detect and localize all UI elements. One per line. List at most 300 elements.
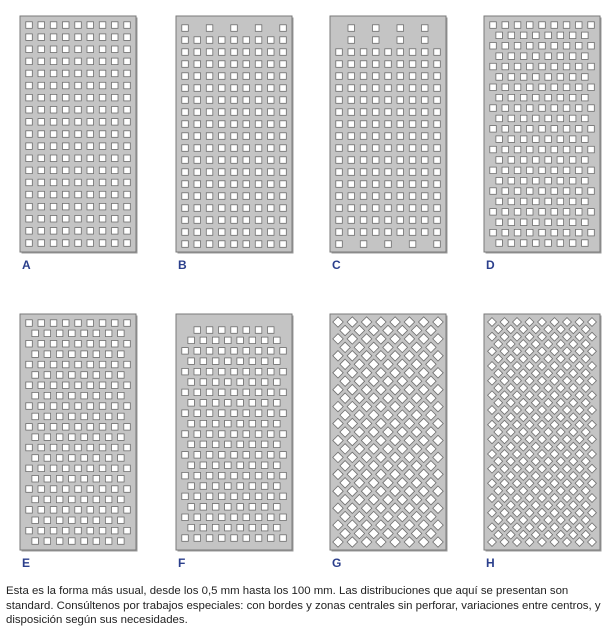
hole <box>336 157 343 164</box>
hole <box>348 85 355 92</box>
hole <box>502 209 509 216</box>
hole <box>243 348 250 355</box>
hole <box>200 483 207 490</box>
hole <box>434 157 441 164</box>
hole <box>182 348 189 355</box>
hole <box>56 455 63 462</box>
hole <box>539 63 546 70</box>
hole <box>219 229 226 236</box>
hole <box>75 424 82 431</box>
hole <box>105 330 112 337</box>
hole <box>206 109 213 116</box>
hole <box>182 49 189 56</box>
hole <box>63 58 70 65</box>
hole <box>490 105 497 112</box>
hole <box>87 119 94 126</box>
hole <box>63 507 70 513</box>
hole <box>557 136 564 143</box>
hole <box>280 493 287 500</box>
hole <box>75 22 82 29</box>
hole <box>243 327 250 334</box>
hole <box>280 452 287 459</box>
hole <box>434 169 441 176</box>
hole <box>385 157 392 164</box>
hole <box>508 32 514 39</box>
hole <box>373 193 380 200</box>
hole <box>533 115 540 122</box>
hole <box>348 25 355 32</box>
hole <box>243 157 250 164</box>
hole <box>348 169 355 176</box>
hole <box>231 133 238 140</box>
hole <box>56 434 63 441</box>
hole <box>194 169 201 176</box>
hole <box>124 341 131 348</box>
hole <box>200 400 207 407</box>
hole <box>225 462 232 469</box>
hole <box>50 179 57 186</box>
hole <box>274 441 281 448</box>
hole <box>280 368 287 375</box>
hole <box>26 444 33 451</box>
hole <box>508 157 514 164</box>
hole <box>75 131 82 138</box>
hole <box>231 37 238 44</box>
hole <box>231 229 238 236</box>
hole <box>385 229 392 236</box>
hole <box>268 472 275 479</box>
hole <box>385 205 392 212</box>
hole <box>496 94 503 101</box>
hole <box>397 97 404 104</box>
hole <box>268 241 275 248</box>
hole <box>336 205 343 212</box>
hole <box>514 63 521 70</box>
hole <box>255 493 261 500</box>
hole <box>219 389 226 396</box>
hole <box>124 228 131 235</box>
hole <box>38 341 45 348</box>
hole <box>75 46 82 53</box>
hole <box>348 205 355 212</box>
hole <box>87 486 94 493</box>
hole <box>373 169 380 176</box>
hole <box>496 157 503 164</box>
hole <box>268 389 275 396</box>
hole <box>124 179 131 186</box>
panel-g <box>330 314 448 570</box>
hole <box>551 63 558 70</box>
hole <box>32 476 39 483</box>
hole <box>105 351 112 358</box>
hole <box>551 84 558 91</box>
hole <box>105 413 112 420</box>
hole <box>63 143 70 150</box>
hole <box>219 169 226 176</box>
hole <box>496 240 503 247</box>
hole <box>200 379 207 386</box>
hole <box>219 121 226 128</box>
hole <box>38 424 45 431</box>
hole <box>206 348 213 355</box>
hole <box>38 228 45 235</box>
hole <box>56 476 63 483</box>
hole <box>502 43 509 50</box>
hole <box>520 157 527 164</box>
hole <box>569 136 576 143</box>
hole <box>206 472 213 479</box>
hole <box>99 34 106 41</box>
hole <box>588 167 595 174</box>
hole <box>520 219 527 226</box>
hole <box>63 70 70 77</box>
hole <box>69 455 76 462</box>
hole <box>50 167 57 174</box>
hole <box>268 37 275 44</box>
hole <box>243 514 250 521</box>
hole <box>26 107 33 114</box>
panel-e <box>20 314 138 570</box>
hole <box>261 358 268 365</box>
hole <box>182 193 189 200</box>
hole <box>422 121 429 128</box>
hole <box>188 337 195 344</box>
hole <box>75 527 82 534</box>
hole <box>231 327 238 334</box>
hole <box>75 58 82 65</box>
hole <box>38 179 45 186</box>
hole <box>56 413 63 420</box>
hole <box>255 431 261 438</box>
hole <box>87 107 94 114</box>
hole <box>255 25 261 32</box>
hole <box>336 241 343 248</box>
hole <box>397 109 404 116</box>
hole <box>255 327 261 334</box>
hole <box>93 413 100 420</box>
hole <box>588 63 595 70</box>
hole <box>385 133 392 140</box>
hole <box>496 198 503 205</box>
hole <box>32 392 39 399</box>
hole <box>576 22 583 29</box>
hole <box>422 145 429 152</box>
hole <box>182 410 189 417</box>
hole <box>237 358 244 365</box>
hole <box>212 337 219 344</box>
hole <box>105 476 112 483</box>
hole <box>557 32 564 39</box>
hole <box>194 73 201 80</box>
hole <box>38 70 45 77</box>
hole <box>75 34 82 41</box>
hole <box>360 217 367 224</box>
hole <box>373 121 380 128</box>
hole <box>26 228 33 235</box>
hole <box>194 85 201 92</box>
hole <box>336 85 343 92</box>
hole <box>105 538 112 545</box>
hole <box>182 535 189 542</box>
hole <box>397 25 404 32</box>
hole <box>582 198 589 205</box>
hole <box>38 191 45 198</box>
hole <box>75 320 82 327</box>
hole <box>206 229 213 236</box>
hole <box>219 133 226 140</box>
hole <box>336 109 343 116</box>
hole <box>63 203 70 210</box>
hole <box>255 348 261 355</box>
hole <box>26 119 33 126</box>
hole <box>373 229 380 236</box>
hole <box>422 205 429 212</box>
hole <box>274 504 281 511</box>
hole <box>539 229 546 236</box>
hole <box>268 85 275 92</box>
hole <box>182 97 189 104</box>
hole <box>99 203 106 210</box>
hole <box>576 167 583 174</box>
hole <box>508 74 514 81</box>
hole <box>50 34 57 41</box>
hole <box>212 400 219 407</box>
hole <box>434 121 441 128</box>
hole <box>243 368 250 375</box>
hole <box>87 216 94 223</box>
hole <box>563 43 570 50</box>
hole <box>422 85 429 92</box>
hole <box>569 32 576 39</box>
hole <box>194 217 201 224</box>
hole <box>212 441 219 448</box>
hole <box>206 389 213 396</box>
hole <box>514 43 521 50</box>
hole <box>249 420 256 427</box>
panel-label: C <box>332 258 341 272</box>
hole <box>225 358 232 365</box>
hole <box>255 145 261 152</box>
hole <box>99 82 106 89</box>
hole <box>182 121 189 128</box>
hole <box>200 504 207 511</box>
hole <box>219 217 226 224</box>
hole <box>219 327 226 334</box>
hole <box>280 472 287 479</box>
hole <box>63 94 70 101</box>
hole <box>99 22 106 29</box>
hole <box>118 330 125 337</box>
hole <box>397 121 404 128</box>
hole <box>69 372 76 379</box>
hole <box>255 97 261 104</box>
hole <box>212 462 219 469</box>
hole <box>112 507 119 513</box>
hole <box>588 188 595 195</box>
hole <box>348 109 355 116</box>
hole <box>75 382 82 389</box>
hole <box>26 58 33 65</box>
hole <box>490 229 497 236</box>
hole <box>348 145 355 152</box>
hole <box>112 82 119 89</box>
hole <box>582 115 589 122</box>
hole <box>520 53 527 60</box>
hole <box>360 169 367 176</box>
hole <box>563 167 570 174</box>
hole <box>563 188 570 195</box>
hole <box>336 73 343 80</box>
hole <box>434 205 441 212</box>
hole <box>231 368 238 375</box>
hole <box>243 61 250 68</box>
hole <box>360 97 367 104</box>
hole <box>576 126 583 133</box>
hole <box>249 462 256 469</box>
hole <box>75 486 82 493</box>
hole <box>182 73 189 80</box>
hole <box>182 241 189 248</box>
hole <box>75 216 82 223</box>
hole <box>44 476 51 483</box>
hole <box>373 181 380 188</box>
hole <box>63 444 70 451</box>
hole <box>551 167 558 174</box>
hole <box>50 507 57 513</box>
hole <box>63 22 70 29</box>
hole <box>225 379 232 386</box>
hole <box>360 229 367 236</box>
hole <box>582 240 589 247</box>
hole <box>87 155 94 162</box>
hole <box>243 205 250 212</box>
hole <box>237 379 244 386</box>
hole <box>118 351 125 358</box>
hole <box>268 97 275 104</box>
hole <box>502 229 509 236</box>
hole <box>206 37 213 44</box>
hole <box>81 392 88 399</box>
hole <box>194 145 201 152</box>
hole <box>124 527 131 534</box>
hole <box>56 517 63 524</box>
hole <box>38 143 45 150</box>
hole <box>75 82 82 89</box>
hole <box>557 53 564 60</box>
hole <box>385 85 392 92</box>
hole <box>255 205 261 212</box>
hole <box>502 167 509 174</box>
panel-label: B <box>178 258 187 272</box>
hole <box>527 43 534 50</box>
hole <box>409 97 416 104</box>
hole <box>576 43 583 50</box>
hole <box>75 203 82 210</box>
hole <box>87 34 94 41</box>
hole <box>112 46 119 53</box>
hole <box>206 85 213 92</box>
hole <box>557 240 564 247</box>
hole <box>200 524 207 531</box>
hole <box>44 455 51 462</box>
hole <box>336 145 343 152</box>
hole <box>385 73 392 80</box>
hole <box>112 444 119 451</box>
hole <box>63 179 70 186</box>
hole <box>194 514 201 521</box>
panel-label: E <box>22 556 31 570</box>
hole <box>576 209 583 216</box>
hole <box>268 157 275 164</box>
hole <box>112 341 119 348</box>
hole <box>81 496 88 503</box>
hole <box>87 82 94 89</box>
hole <box>112 167 119 174</box>
hole <box>112 320 119 327</box>
hole <box>268 535 275 542</box>
hole <box>231 410 238 417</box>
hole <box>514 126 521 133</box>
hole <box>50 361 57 368</box>
panel-b <box>176 16 294 272</box>
hole <box>569 74 576 81</box>
perforated-plate <box>484 16 600 252</box>
hole <box>274 400 281 407</box>
hole <box>231 25 238 32</box>
hole <box>434 97 441 104</box>
hole <box>99 361 106 368</box>
hole <box>422 169 429 176</box>
hole <box>206 97 213 104</box>
hole <box>373 85 380 92</box>
hole <box>563 209 570 216</box>
hole <box>336 229 343 236</box>
hole <box>75 465 82 472</box>
hole <box>124 424 131 431</box>
hole <box>182 452 189 459</box>
hole <box>434 193 441 200</box>
hole <box>336 97 343 104</box>
panel-h <box>484 314 602 570</box>
hole <box>212 420 219 427</box>
hole <box>274 462 281 469</box>
hole <box>255 452 261 459</box>
hole <box>26 507 33 513</box>
hole <box>99 216 106 223</box>
hole <box>261 379 268 386</box>
hole <box>219 109 226 116</box>
hole <box>268 327 275 334</box>
hole <box>124 46 131 53</box>
hole <box>75 444 82 451</box>
hole <box>563 105 570 112</box>
hole <box>563 126 570 133</box>
hole <box>105 434 112 441</box>
hole <box>219 472 226 479</box>
hole <box>188 504 195 511</box>
hole <box>75 119 82 126</box>
hole <box>124 94 131 101</box>
hole <box>87 70 94 77</box>
hole <box>50 94 57 101</box>
hole <box>118 517 125 524</box>
hole <box>63 119 70 126</box>
hole <box>188 420 195 427</box>
hole <box>182 514 189 521</box>
hole <box>237 504 244 511</box>
hole <box>93 476 100 483</box>
hole <box>508 115 514 122</box>
